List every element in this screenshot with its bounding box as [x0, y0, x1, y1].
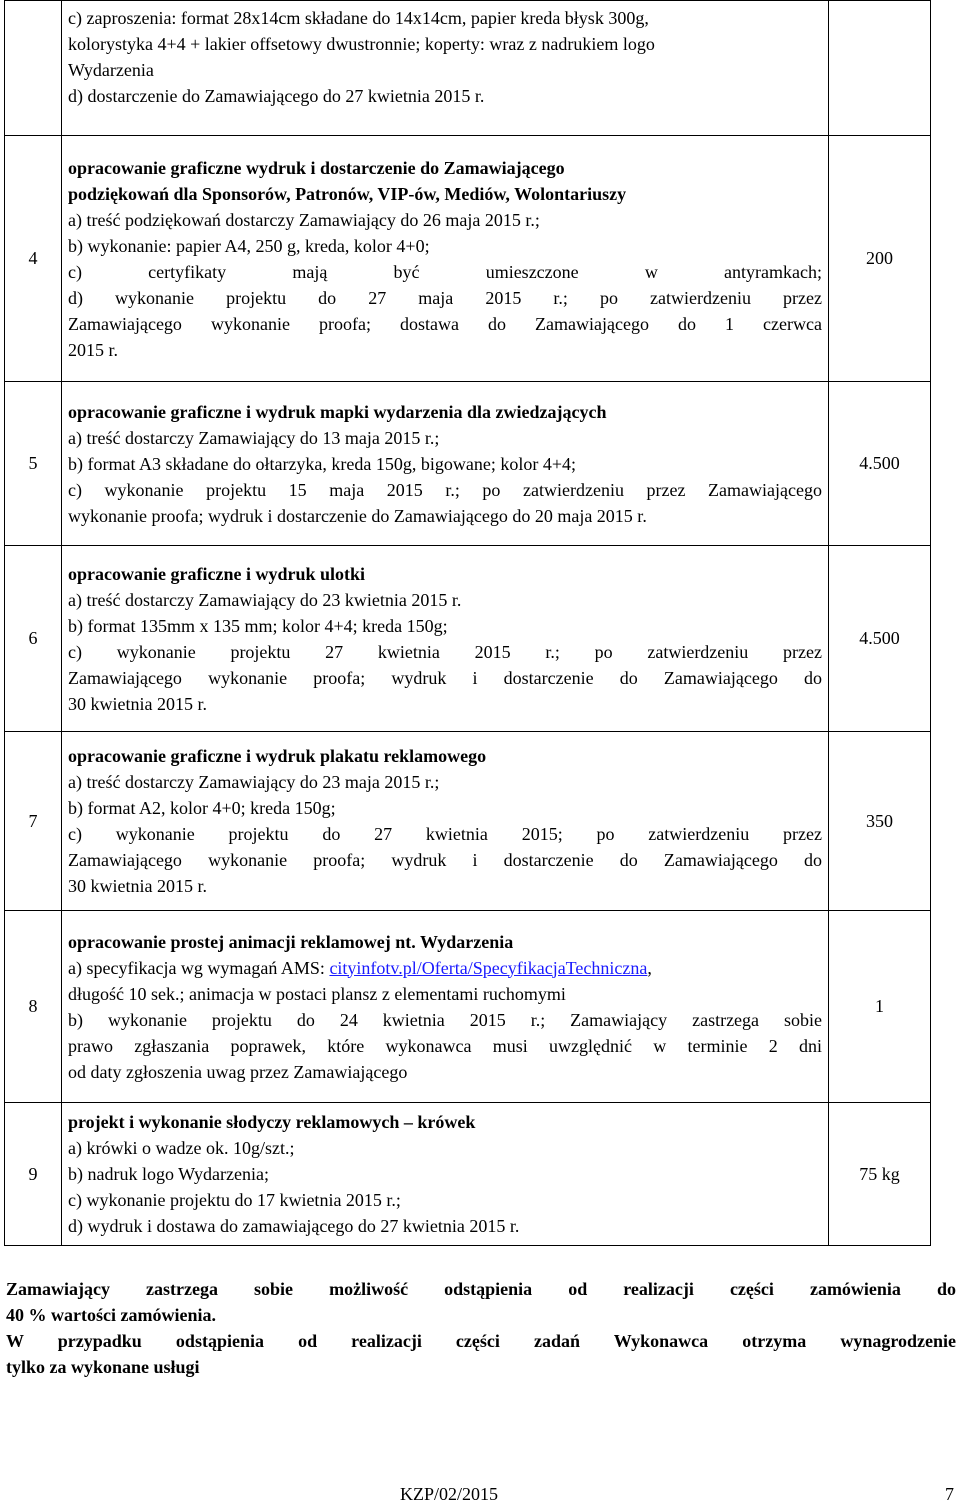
table-row — [5, 136, 931, 382]
note-line: W przypadku odstąpienia od realizacji części zadań Wykonawca otrzyma wynagrodzenie — [6, 1331, 956, 1351]
description-line: c) wykonanie projektu do 27 kwietnia 2015; po zatwierdzeniu przez — [68, 824, 822, 844]
note-line: tylko za wykonane usługi — [6, 1357, 200, 1377]
description-cell — [62, 546, 829, 732]
description-line: d) wydruk i dostawa do zamawiającego do 27 kwietnia 2015 r. — [68, 1216, 520, 1236]
note-line: Zamawiający zastrzega sobie możliwość odstąpienia od realizacji części zamówienia do — [6, 1279, 956, 1299]
description-line: od daty zgłoszenia uwag przez Zamawiającego — [68, 1061, 408, 1082]
description-line: d) dostarczenie do Zamawiającego do 27 kwietnia 2015 r. — [68, 86, 485, 106]
description-line: b) format A3 składane do ołtarzyka, kreda 150g, bigowane; kolor 4+4; — [68, 453, 577, 474]
description-line: a) specyfikacja wg wymagań AMS: cityinfotv.pl/Oferta/SpecyfikacjaTechniczna, — [68, 957, 652, 978]
description-line: d) wykonanie projektu do 27 maja 2015 r.; po zatwierdzeniu przez — [68, 287, 822, 308]
spec-link[interactable]: cityinfotv.pl/Oferta/SpecyfikacjaTechniczna — [329, 957, 648, 978]
description-line: a) treść dostarczy Zamawiający do 13 maja 2015 r.; — [68, 427, 440, 448]
item-title: opracowanie graficzne i wydruk mapki wydarzenia dla zwiedzających — [68, 401, 607, 422]
table-row — [5, 546, 931, 732]
description-line: a) treść podziękowań dostarczy Zamawiający do 26 maja 2015 r.; — [68, 209, 540, 230]
description-line: b) format A2, kolor 4+0; kreda 150g; — [68, 798, 336, 818]
document-code: KZP/02/2015 — [400, 1484, 499, 1504]
description-line: Wydarzenia — [68, 60, 154, 80]
item-title: opracowanie graficzne i wydruk plakatu reklamowego — [68, 746, 487, 766]
row-number-cell — [5, 1, 62, 136]
description-cell — [62, 1103, 829, 1246]
quantity-cell: 4.500 — [829, 382, 931, 546]
description-line: 30 kwietnia 2015 r. — [68, 693, 207, 714]
item-title: opracowanie graficzne i wydruk ulotki — [68, 563, 365, 584]
item-title: projekt i wykonanie słodyczy reklamowych – krówek — [68, 1112, 476, 1132]
description-line: a) krówki o wadze ok. 10g/szt.; — [68, 1138, 295, 1158]
quantity-cell: 75 kg — [829, 1103, 931, 1246]
quantity-cell — [829, 1, 931, 136]
description-line: c) zaproszenia: format 28x14cm składane do 14x14cm, papier kreda błysk 300g, — [68, 8, 649, 28]
row-number-cell: 9 — [5, 1103, 62, 1246]
description-cell — [62, 732, 829, 911]
description-line: 30 kwietnia 2015 r. — [68, 876, 207, 896]
description-cell — [62, 1, 829, 136]
table-row — [5, 1103, 931, 1246]
page-number: 7 — [945, 1484, 954, 1504]
quantity-cell: 200 — [829, 136, 931, 382]
item-title: podziękowań dla Sponsorów, Patronów, VIP-ów, Mediów, Wolontariuszy — [68, 183, 627, 204]
description-line: c) wykonanie projektu 27 kwietnia 2015 r.; po zatwierdzeniu przez — [68, 641, 822, 662]
description-line: Zamawiającego wykonanie proofa; wydruk i dostarczenie do Zamawiającego do — [68, 667, 822, 688]
order-items-table — [4, 0, 931, 1246]
description-cell — [62, 136, 829, 382]
description-line: b) nadruk logo Wydarzenia; — [68, 1164, 270, 1184]
description-line: Zamawiającego wykonanie proofa; dostawa do Zamawiającego do 1 czerwca — [68, 313, 822, 334]
table-row — [5, 911, 931, 1103]
row-number-cell: 8 — [5, 911, 62, 1103]
withdrawal-notes — [6, 1276, 956, 1380]
note-line: 40 % wartości zamówienia. — [6, 1305, 216, 1325]
description-line: b) wykonanie projektu do 24 kwietnia 2015 r.; Zamawiający zastrzega sobie — [68, 1009, 822, 1030]
description-line: 2015 r. — [68, 339, 119, 360]
quantity-cell: 4.500 — [829, 546, 931, 732]
table-row — [5, 732, 931, 911]
description-line: wykonanie proofa; wydruk i dostarczenie do Zamawiającego do 20 maja 2015 r. — [68, 505, 647, 526]
description-cell — [62, 911, 829, 1103]
description-line: c) wykonanie projektu do 17 kwietnia 2015 r.; — [68, 1190, 401, 1210]
row-number-cell: 7 — [5, 732, 62, 911]
description-line: kolorystyka 4+4 + lakier offsetowy dwustronnie; koperty: wraz z nadrukiem logo — [68, 34, 655, 54]
quantity-cell: 350 — [829, 732, 931, 911]
description-line: c) certyfikaty mają być umieszczone w antyramkach; — [68, 261, 822, 282]
description-line: długość 10 sek.; animacja w postaci plansz z elementami ruchomymi — [68, 983, 566, 1004]
description-line: prawo zgłaszania poprawek, które wykonawca musi uwzględnić w terminie 2 dni — [68, 1035, 822, 1056]
description-line: a) treść dostarczy Zamawiający do 23 kwietnia 2015 r. — [68, 589, 462, 610]
item-title: opracowanie graficzne wydruk i dostarczenie do Zamawiającego — [68, 157, 565, 178]
description-line: a) treść dostarczy Zamawiający do 23 maja 2015 r.; — [68, 772, 440, 792]
description-cell — [62, 382, 829, 546]
row-number-cell: 6 — [5, 546, 62, 732]
table-row — [5, 1, 931, 136]
description-line: Zamawiającego wykonanie proofa; wydruk i dostarczenie do Zamawiającego do — [68, 850, 822, 870]
table-row — [5, 382, 931, 546]
description-line: c) wykonanie projektu 15 maja 2015 r.; po zatwierdzeniu przez Zamawiającego — [68, 479, 822, 500]
row-number-cell: 4 — [5, 136, 62, 382]
quantity-cell: 1 — [829, 911, 931, 1103]
description-line: b) wykonanie: papier A4, 250 g, kreda, kolor 4+0; — [68, 235, 430, 256]
description-line: b) format 135mm x 135 mm; kolor 4+4; kreda 150g; — [68, 615, 448, 636]
item-title: opracowanie prostej animacji reklamowej nt. Wydarzenia — [68, 931, 514, 952]
row-number-cell: 5 — [5, 382, 62, 546]
